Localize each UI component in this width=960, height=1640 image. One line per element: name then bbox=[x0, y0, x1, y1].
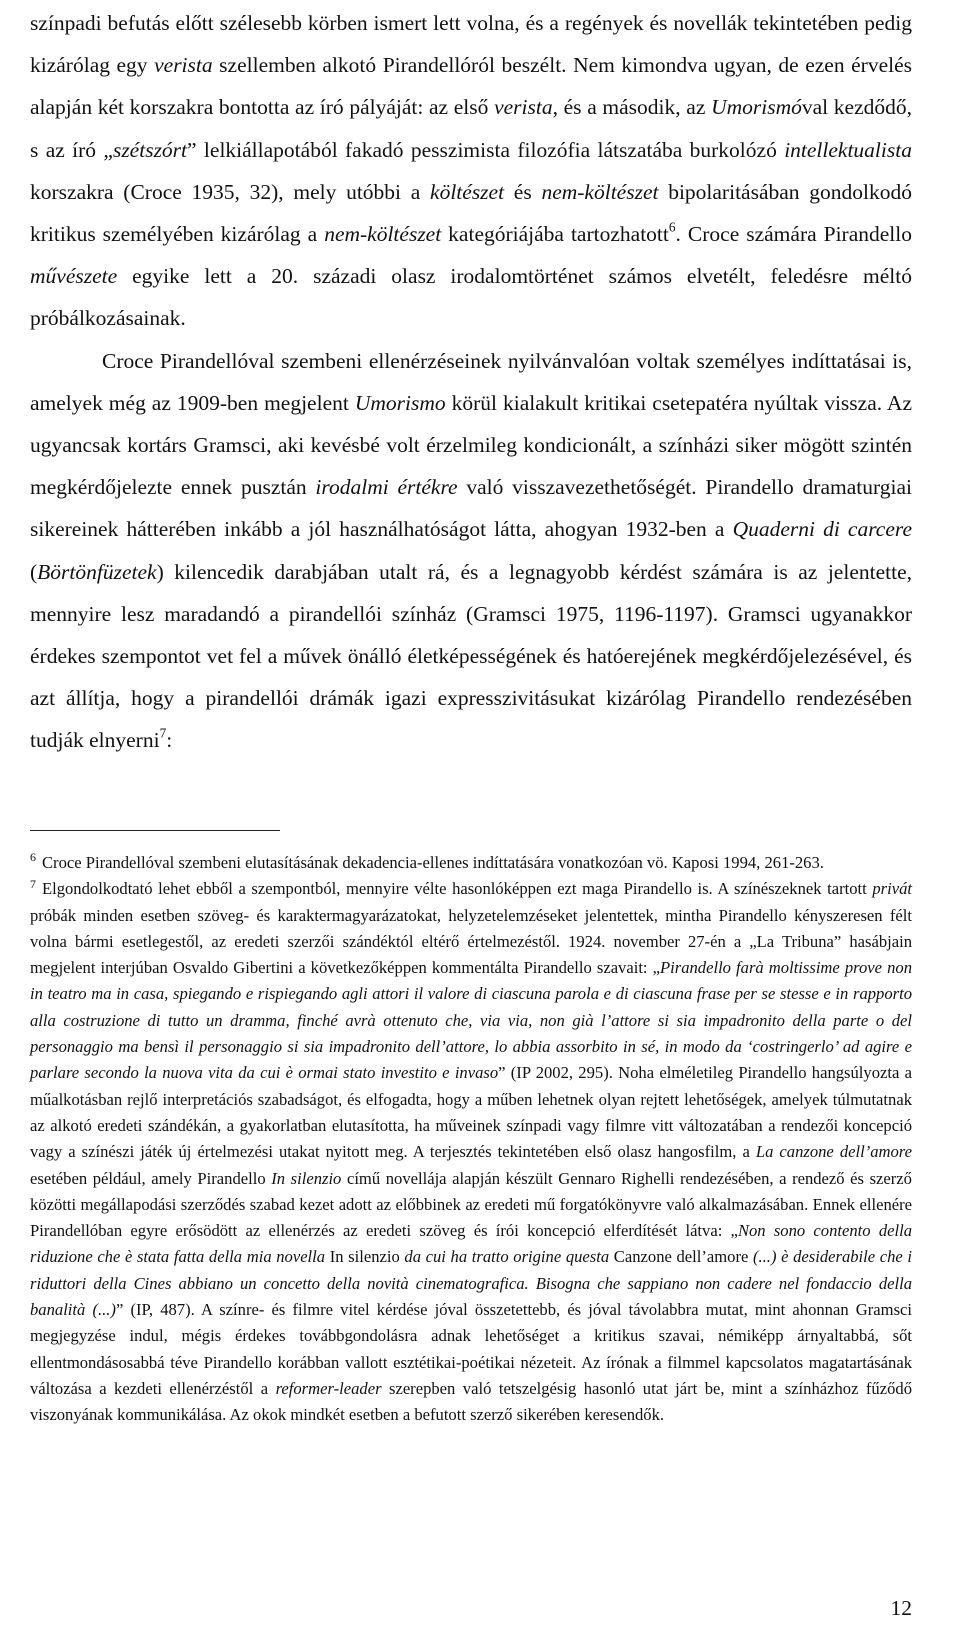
italic-run: Umorism bbox=[711, 95, 792, 120]
italic-run: Umorismo bbox=[354, 390, 446, 415]
text-run: ( bbox=[30, 559, 38, 584]
text-run: próbák minden esetben szöveg- és karaktermagyarázatokat, helyzetelemzéseket jelentettek, mintha Pirandello kényszeresen félt volna bármi esetlegestől, az eredeti szerzői szándéktól eltérő értelmezéstől. 1924. november 27-én a „La Tribuna” hasábjain megjelent interjúban Osvaldo Gibertini a következőképpen kommentálta Pirandello szavait: „ bbox=[30, 905, 912, 978]
italic-run: verista bbox=[494, 95, 553, 120]
text-run: szellemben alkotó Pirandellóról beszélt. Nem kimondva ugyan, de ezen érvelés alapján két korszakra bontotta az író pályáját: az első bbox=[30, 53, 912, 120]
text-run: val kezdődő, s az író „ bbox=[30, 95, 912, 162]
text-run: ” (IP 2002, 295). Noha elméletileg Pirandello hangsúlyozta a műalkotásban rejlő interpretációs szabadságot, és elfogadta, hogy a műben lehetnek olyan rejtett lehetőségek, amelyek túlmutatnak az alkotó eredeti szándékán, a gyakorlatban elutasította, ha műveinek színpadi vagy filmre vitt változatában a rendezői koncepció vagy a színészi játék új értelmezési utakat nyitott meg. A terjesztés tekintetében első olasz hangosfilm, a bbox=[30, 1063, 912, 1162]
italic-run: nem-költészet bbox=[541, 179, 659, 204]
italic-run: Non sono contento della riduzione che è stata fatta della mia novella bbox=[30, 1221, 912, 1267]
italic-run: szétszórt bbox=[112, 137, 188, 162]
italic-run: reformer-leader bbox=[275, 1378, 382, 1398]
text-run: Canzone dell’amore bbox=[609, 1247, 753, 1267]
text-run: . Croce számára Pirandello bbox=[675, 222, 912, 247]
footnote-ref-7[interactable]: 7 bbox=[159, 726, 167, 742]
text-run: és bbox=[504, 179, 542, 204]
footnotes bbox=[30, 850, 912, 1429]
footnote-number: 7 bbox=[30, 876, 36, 891]
text-run: esetében például, amely Pirandello bbox=[30, 1168, 272, 1188]
italic-run: verista bbox=[154, 53, 213, 78]
italic-run: Quaderni di carcere bbox=[732, 517, 912, 542]
text-run: című novellája alapján készült Gennaro Righelli rendezésében, a rendező és szerző közötti megállapodási szerződés szabad kezet adott az előbbinek az eredeti mű forgatókönyvre való alkalmazásában. Ennek ellenére Pirandellóban egyre erősödött az ellenérzés az eredeti szöveg és írói koncepció elferdítését látva: „ bbox=[30, 1168, 912, 1241]
text-run: kategóriájába tartozhatott bbox=[441, 222, 669, 247]
text-run: bipolaritásában gondolkodó kritikus személyében kizárólag a bbox=[30, 179, 912, 247]
italic-run: irodalmi értékre bbox=[315, 475, 458, 500]
footnote-separator bbox=[30, 830, 280, 831]
italic-run: privát bbox=[872, 879, 912, 899]
footnote-ref-6[interactable]: 6 bbox=[668, 219, 676, 235]
text-run: ” (IP, 487). A színre- és filmre vitel kérdése jóval összetettebb, és jóval távolabbra mutat, mint ahonnan Gramsci megjegyzése indul, mégis érdekes továbbgondolásra adnak lehetőséget a kritikus szavai, némiképp árnyaltabbá, sőt ellentmondásosabbá téve Pirandello korábban vallott esztétikai-poétikai nézeteit. Az írónak a filmmel kapcsolatos magatartásának változása a kezdeti ellenérzéstől a bbox=[30, 1300, 913, 1398]
footnote-text: Croce Pirandellóval szembeni elutasításának dekadencia-ellenes indíttatására vonatkozóan vö. Kaposi 1994, 261-263. bbox=[41, 853, 824, 872]
text-run: Croce Pirandellóval szembeni ellenérzéseinek nyilvánvalóan voltak személyes indíttatásai is, amelyek még az 1909-ben megjelent bbox=[30, 348, 912, 415]
italic-run: La canzone dell’amore bbox=[755, 1142, 913, 1162]
text-run: való visszavezethetőségét. Pirandello dramaturgiai sikereinek hátterében inkább a jól használhatóságot látta, ahogyan 1932-ben a bbox=[30, 475, 912, 542]
italic-run: ó bbox=[791, 95, 802, 120]
italic-run: művészete bbox=[30, 264, 118, 289]
text-run: ” lelkiállapotából fakadó pesszimista filozófia látszatába burkolózó bbox=[187, 137, 785, 162]
paragraph-2 bbox=[30, 340, 912, 762]
text-run: körül kialakult kritikai csetepatéra nyúltak vissza. Az ugyancsak kortárs Gramsci, aki kevésbé volt érzelmileg kondicionált, a színházi siker mögött szintén megkérdőjelezte ennek pusztán bbox=[30, 390, 912, 500]
footnote-number: 6 bbox=[30, 850, 36, 865]
footnote-6 bbox=[30, 850, 912, 876]
italic-run: da cui ha tratto origine questa bbox=[404, 1247, 610, 1267]
text-run: korszakra (Croce 1935, 32), mely utóbbi a bbox=[30, 179, 431, 204]
italic-run: nem-költészet bbox=[324, 222, 442, 247]
page-number: 12 bbox=[890, 1596, 912, 1620]
text-run: egyike lett a 20. századi olasz irodalomtörténet számos elvetélt, feledésre méltó próbálkozásainak. bbox=[30, 264, 912, 331]
paragraph-1 bbox=[30, 2, 912, 340]
italic-run: (...) è desiderabile che i riduttori della Cines abbiano un concetto della novità cinematografica. Bisogna che sappiano non cadere nel fondaccio della banalità (...) bbox=[30, 1247, 913, 1320]
italic-run: költészet bbox=[430, 179, 505, 204]
italic-run: In silenzio bbox=[271, 1168, 342, 1188]
text-run: színpadi befutás előtt szélesebb körben ismert lett volna, és a regények és novellák tekintetében pedig kizárólag egy bbox=[30, 11, 912, 78]
text-run: , és a második, az bbox=[552, 95, 712, 120]
text-run: szerepben való tetszelgésig hasonló utat járt be, mint a színházhoz fűződő viszonyának kommunikálása. Az okok mindkét esetben a befutott szerző sikerében keresendők. bbox=[30, 1378, 912, 1425]
text-run: : bbox=[166, 728, 173, 753]
italic-run: Pirandello farà moltissime prove non in teatro ma in casa, spiegando e rispiegando agli attori il valore di ciascuna parola e di ciascuna frase per se stesse e in rapporto alla costruzione di tutto un dramma, finché avrà ottenuto che, via via, non già l’attore si sia impadronito della parte o del personaggio ma bensì il personaggio si sia impadronito dell’attore, lo abbia assorbito in sé, in modo da ‘costringerlo’ ad agire e parlare secondo la nuova vita da cui è ormai stato investito e invaso bbox=[30, 958, 913, 1083]
italic-run: Börtönfüzetek bbox=[37, 559, 157, 584]
text-run: Elgondolkodtató lehet ebből a szempontból, mennyire vélte hasonlóképpen ezt maga Pirandello is. A színészeknek tartott bbox=[41, 879, 873, 899]
text-run: ) kilencedik darabjában utalt rá, és a legnagyobb kérdést számára is az jelentette, mennyire lesz maradandó a pirandellói színház (Gramsci 1975, 1196-1197). Gramsci ugyanakkor érdekes szempontot vet fel a művek önálló életképességének és hatóerejének megkérdőjelezésével, és azt állítja, hogy a pirandellói drámák igazi expresszivitásukat kizárólag Pirandello rendezésében tudják elnyerni bbox=[30, 559, 912, 753]
main-text bbox=[30, 2, 912, 762]
italic-run: intellektualista bbox=[784, 137, 912, 162]
footnote-7 bbox=[30, 876, 912, 1428]
text-run: In silenzio bbox=[325, 1247, 405, 1267]
